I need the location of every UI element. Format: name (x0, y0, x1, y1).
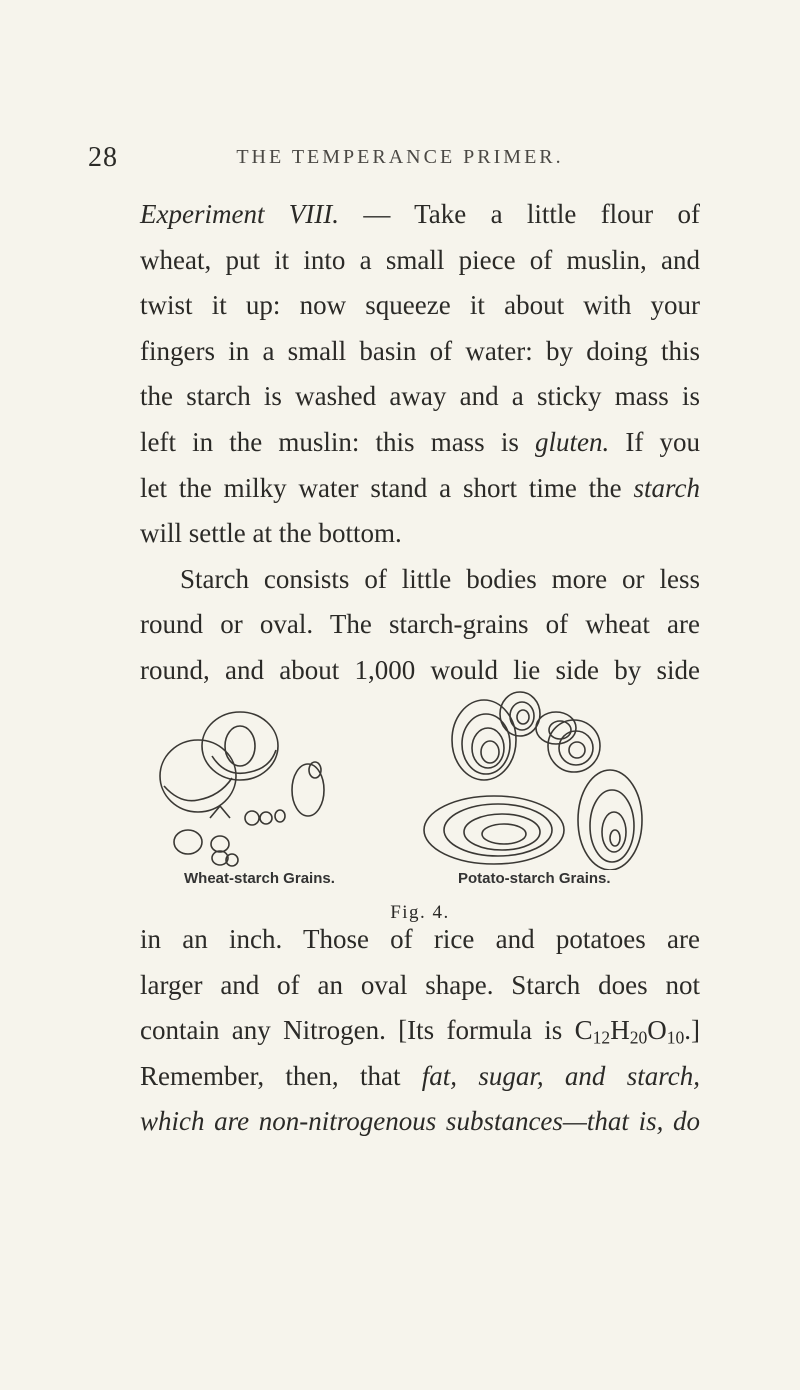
potato-starch-drawing (424, 692, 642, 870)
starch-grains-figure (140, 670, 700, 923)
text-line: in an inch. Those of rice and potatoes are (140, 924, 700, 954)
text-line: will settle at the bottom. (140, 518, 402, 549)
text-line: contain any Nitrogen. [Its formula is $C_{12}H_{20}O_{10}$.] (140, 1015, 700, 1048)
potato-caption: Potato-starch Grains. (458, 870, 611, 887)
wheat-caption: Wheat-starch Grains. (184, 870, 335, 887)
gluten-term: gluten. (534, 426, 610, 457)
text-line: twist it up: now squeeze it about with your (140, 290, 700, 321)
starch-grains-illustration (140, 670, 700, 870)
emphasis: which are non-nitrogenous substances—that is, do (140, 1106, 700, 1137)
text-line: round or oval. The starch-grains of wheat are (140, 609, 700, 640)
experiment-heading: Experiment VIII. (140, 199, 339, 229)
starch-paragraph-continued (140, 917, 700, 1145)
figure-label: Fig. 4. (390, 902, 450, 923)
text-line: round, and about 1,000 would lie side by side (140, 654, 700, 685)
page-header (88, 142, 712, 176)
emphasis: fat, sugar, and starch, (421, 1060, 700, 1091)
text-line: the starch is washed away and a sticky mass is (140, 381, 700, 412)
text-line (140, 1099, 700, 1145)
experiment-paragraph (140, 192, 700, 694)
text-line: left in the muslin: this mass is gluten. If you (140, 426, 700, 457)
text-line: Experiment VIII. — Take a little flour of (140, 199, 700, 229)
text-line: wheat, put it into a small piece of muslin, and (140, 244, 700, 275)
text-line: fingers in a small basin of water: by doing this (140, 335, 700, 366)
wheat-starch-drawing (160, 712, 324, 866)
running-title: THE TEMPERANCE PRIMER. (236, 146, 564, 168)
text-line: Starch consists of little bodies more or less (180, 563, 700, 594)
text-line: let the milky water stand a short time the starch (140, 472, 700, 503)
starch-term: starch (633, 472, 700, 503)
text-line: larger and of an oval shape. Starch does not (140, 969, 700, 1000)
text-line: Remember, then, that fat, sugar, and starch, (140, 1060, 700, 1091)
page-number: 28 (88, 142, 118, 173)
